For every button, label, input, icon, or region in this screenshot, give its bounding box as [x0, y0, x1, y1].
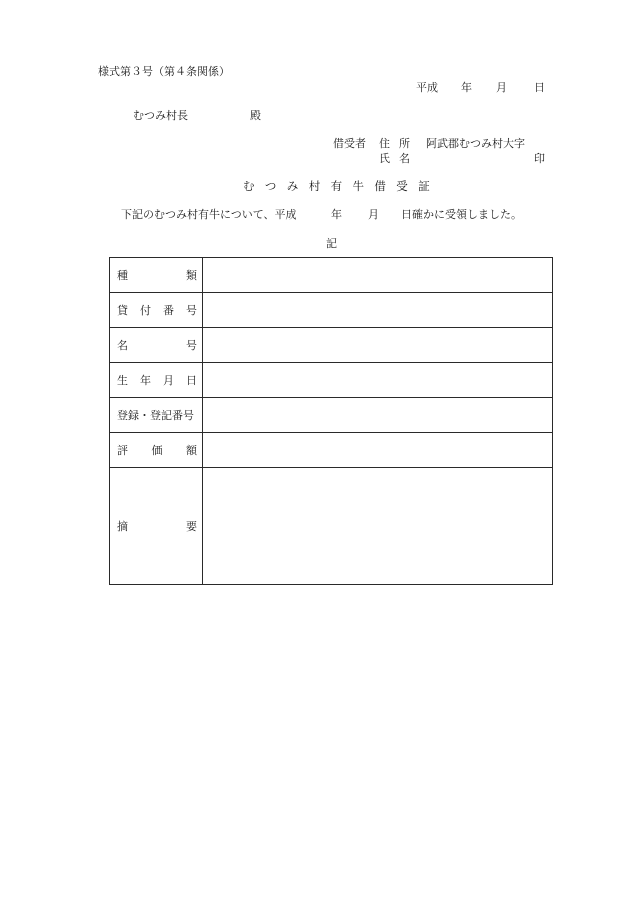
row-label-char: 号 — [186, 303, 197, 317]
table-row — [110, 363, 553, 398]
row-label-cell — [110, 258, 203, 293]
row-label — [110, 398, 202, 432]
row-label-char: 価 — [151, 443, 163, 457]
row-label-char: 類 — [186, 268, 197, 282]
date-month-unit: 月 — [496, 81, 507, 94]
cattle-register-table — [109, 257, 553, 585]
table-row — [110, 468, 553, 585]
addressee-name: むつみ村長 — [133, 109, 188, 122]
date-era: 平成 — [416, 81, 438, 94]
row-label — [110, 258, 202, 292]
row-value-cell[interactable] — [203, 293, 553, 328]
row-label-cell — [110, 433, 203, 468]
form-number-label: 様式第３号（第４条関係） — [98, 65, 230, 78]
record-heading: 記 — [326, 237, 337, 250]
row-label-cell — [110, 363, 203, 398]
address-label: 住所 — [379, 137, 419, 150]
row-value-cell[interactable] — [203, 468, 553, 585]
addressee-honorific: 殿 — [250, 109, 261, 122]
row-value-cell[interactable] — [203, 258, 553, 293]
name-label: 氏名 — [379, 152, 419, 165]
table-row — [110, 293, 553, 328]
row-label — [110, 468, 202, 584]
table-row — [110, 258, 553, 293]
row-label-char: 月 — [163, 373, 174, 387]
row-value-cell[interactable] — [203, 398, 553, 433]
row-label-char: 種 — [117, 268, 128, 282]
row-label-cell — [110, 293, 203, 328]
row-label-char: 付 — [140, 303, 151, 317]
row-label-char: 名 — [117, 338, 128, 352]
statement-part2: 日確かに受領しました。 — [401, 208, 522, 221]
row-label — [110, 328, 202, 362]
row-label-char: 番 — [163, 303, 174, 317]
row-label-char: 登録・登記番号 — [117, 408, 194, 422]
statement-part1: 下記のむつみ村有牛について、平成 — [121, 208, 297, 221]
row-label — [110, 363, 202, 397]
row-label-char: 摘 — [117, 519, 128, 533]
row-label-char: 年 — [140, 373, 151, 387]
row-label-char: 生 — [117, 373, 128, 387]
date-year-unit: 年 — [461, 81, 472, 94]
row-label-char: 号 — [186, 338, 197, 352]
statement-year-unit: 年 — [331, 208, 342, 221]
row-value-cell[interactable] — [203, 363, 553, 398]
table-row — [110, 328, 553, 363]
address-value: 阿武郡むつみ村大字 — [426, 137, 525, 150]
row-label — [110, 433, 202, 467]
row-label — [110, 293, 202, 327]
row-label-cell — [110, 468, 203, 585]
row-value-cell[interactable] — [203, 433, 553, 468]
statement-month-unit: 月 — [368, 208, 379, 221]
row-label-cell — [110, 328, 203, 363]
table-row — [110, 398, 553, 433]
row-value-cell[interactable] — [203, 328, 553, 363]
document-title: むつみ村有牛借受証 — [243, 179, 441, 193]
date-day-unit: 日 — [534, 81, 545, 94]
row-label-char: 要 — [186, 519, 197, 533]
table-row — [110, 433, 553, 468]
row-label-char: 額 — [186, 443, 197, 457]
borrower-role-label: 借受者 — [333, 137, 366, 150]
seal-mark: 印 — [534, 152, 545, 165]
row-label-cell — [110, 398, 203, 433]
row-label-char: 貸 — [117, 303, 128, 317]
row-label-char: 日 — [186, 373, 197, 387]
row-label-char: 評 — [117, 443, 128, 457]
